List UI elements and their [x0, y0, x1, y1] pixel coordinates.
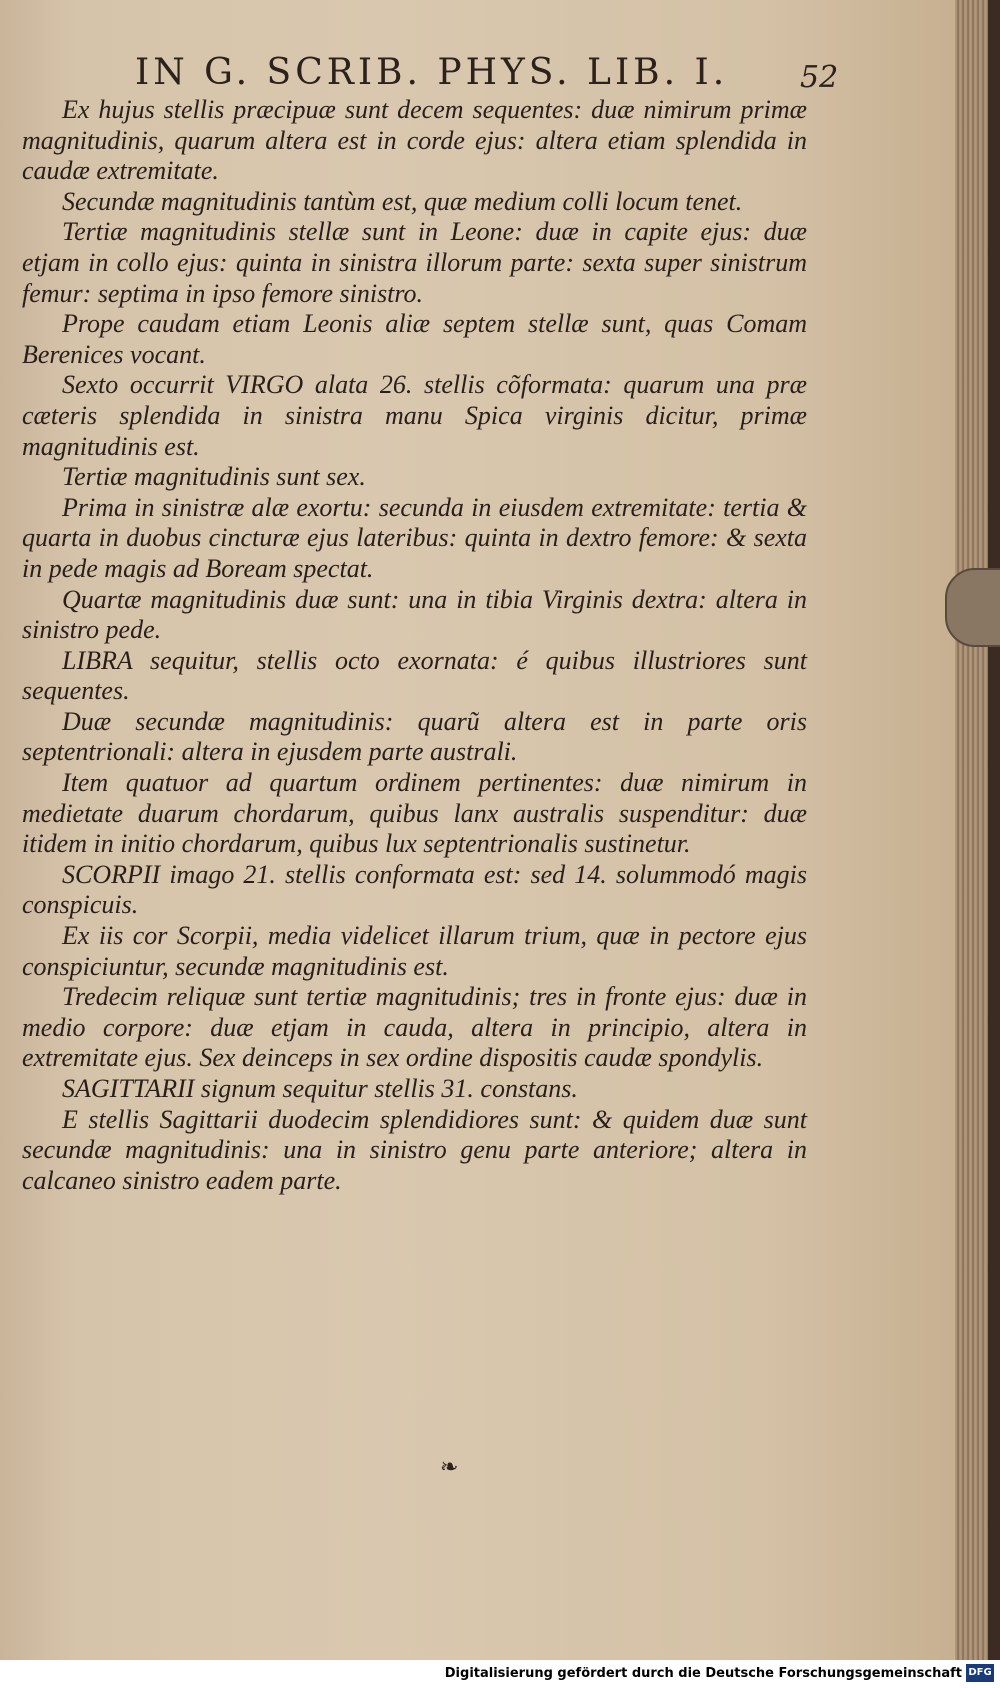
paragraph: Ex iis cor Scorpii, media videlicet illarum trium, quæ in pectore ejus conspiciuntur, secundæ magnitudinis est.: [22, 921, 807, 981]
paragraph: SAGITTARII signum sequitur stellis 31. constans.: [62, 1074, 578, 1103]
dfg-logo-icon: DFG: [966, 1664, 994, 1682]
paragraph: Secundæ magnitudinis tantùm est, quæ medium colli locum tenet.: [62, 186, 743, 216]
paragraph: LIBRA sequitur, stellis octo exornata: é quibus illustriores sunt sequentes.: [22, 645, 807, 706]
paragraph: Tredecim reliquæ sunt tertiæ magnitudinis; tres in fronte ejus: duæ in medio corpore: duæ etjam in cauda, altera in principio, altera in extremitate ejus. Sex deinceps in sex ordine dispositis caudæ spondylis.: [22, 982, 807, 1073]
printer-ornament-icon: ❧: [440, 1455, 459, 1480]
book-cover-edge: [988, 0, 1000, 1660]
paragraph: Ex hujus stellis præcipuæ sunt decem sequentes: duæ nimirum primæ magnitudinis, quarum altera est in corde ejus: altera etiam splendida in caudæ extremitate.: [22, 95, 807, 186]
paragraph: Prope caudam etiam Leonis aliæ septem stellæ sunt, quas Comam Berenices vocant.: [22, 309, 807, 369]
paragraph: Tertiæ magnitudinis stellæ sunt in Leone: duæ in capite ejus: duæ etjam in collo ejus: quinta in sinistra illorum parte: sexta super sinistrum femur: septima in ipso femore sinistro.: [22, 217, 807, 308]
running-header: IN G. SCRIB. PHYS. LIB. I.: [135, 52, 729, 93]
funding-credit: Digitalisierung gefördert durch die Deutsche Forschungsgemeinschaft: [444, 1666, 962, 1681]
paragraph: Tertiæ magnitudinis sunt sex.: [62, 462, 366, 492]
page-number: 52: [800, 60, 839, 95]
footer-bar: [0, 1660, 1000, 1688]
paragraph: Item quatuor ad quartum ordinem pertinentes: duæ nimirum in medietate duarum chordarum, quibus lanx australis suspenditur: duæ itidem in initio chordarum, quibus lux septentrionalis sustinetur.: [22, 768, 807, 859]
paragraph: Sexto occurrit VIRGO alata 26. stellis cõformata: quarum una præ cæteris splendida in sinistra manu Spica virginis dicitur, primæ magnitudinis est.: [22, 370, 807, 461]
paragraph: Prima in sinistræ alæ exortu: secunda in eiusdem extremitate: tertia & quarta in duobus cincturæ ejus lateribus: quinta in dextro femore: & sexta in pede magis ad Boream spectat.: [22, 492, 807, 583]
body-text: [22, 95, 807, 1196]
paragraph: Quartæ magnitudinis duæ sunt: una in tibia Virginis dextra: altera in sinistro pede.: [22, 584, 807, 645]
paragraph: Duæ secundæ magnitudinis: quarũ altera est in parte oris septentrionali: altera in ejusdem parte australi.: [22, 706, 807, 767]
paragraph: E stellis Sagittarii duodecim splendidiores sunt: & quidem duæ sunt secundæ magnitudinis: una in sinistro genu parte anteriore; altera in calcaneo sinistro eadem parte.: [22, 1104, 807, 1195]
paragraph: SCORPII imago 21. stellis conformata est: sed 14. solummodó magis conspicuis.: [22, 859, 807, 920]
clasp-tab: [945, 568, 1000, 647]
